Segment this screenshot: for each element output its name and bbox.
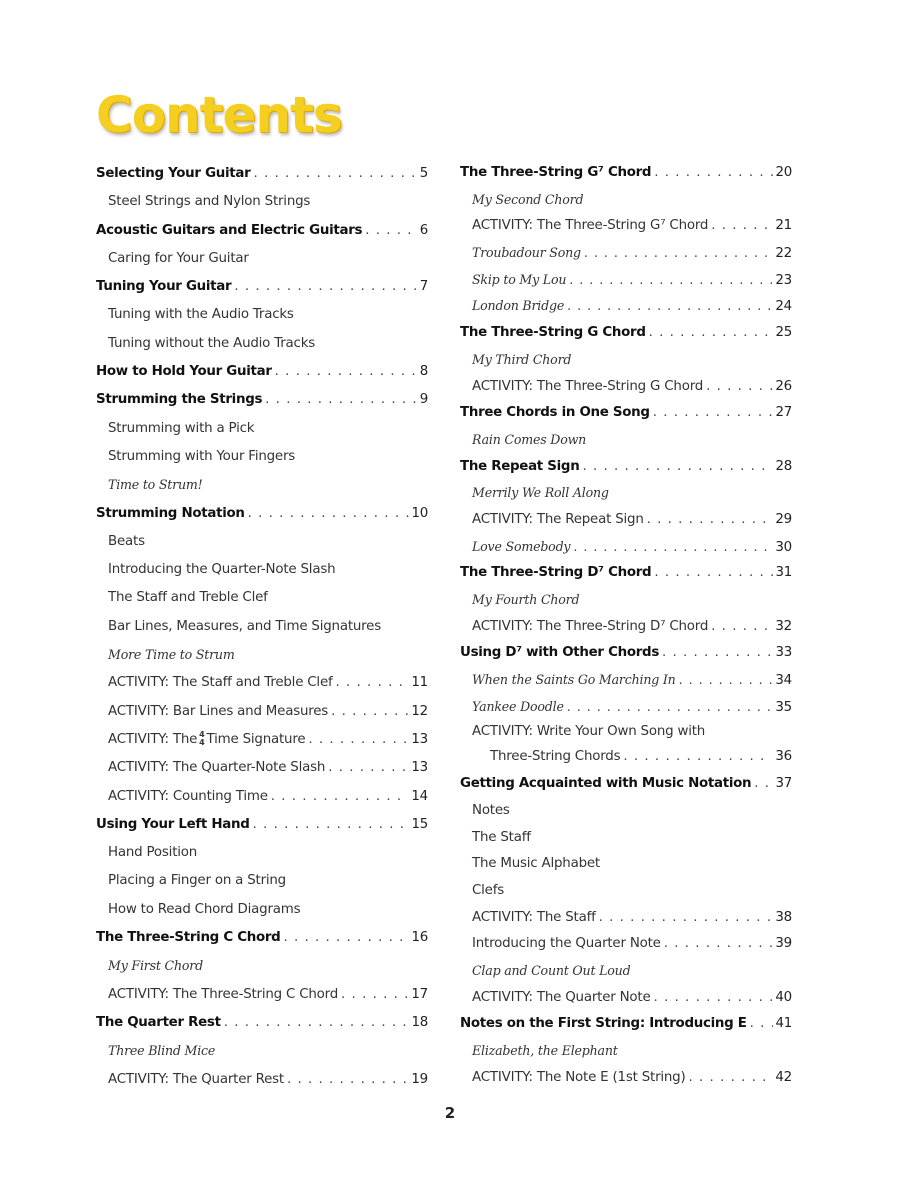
toc-entry [460,985,792,1012]
toc-page-number: 29 [775,511,792,527]
toc-entry [96,443,428,471]
toc-entry [460,720,792,744]
toc-entry-title: Rain Comes Down [472,431,587,447]
toc-entry [460,771,792,798]
toc-page-number: 9 [419,392,428,408]
dot-leader [248,500,409,528]
dot-leader [569,267,772,294]
toc-entry-title: Beats [108,533,145,549]
dot-leader [365,217,417,245]
toc-entry-title: The Staff and Treble Clef [108,590,268,606]
toc-entry-title: Merrily We Roll Along [472,485,609,501]
toc-entry-title: ACTIVITY: The Staff [472,909,596,925]
toc-entry [460,1038,792,1065]
dot-leader [308,726,408,754]
toc-page-number: 15 [411,816,428,832]
dot-leader [336,669,409,697]
toc-entry-title: The Music Alphabet [472,856,600,872]
toc-entry-title: My First Chord [108,958,203,974]
toc-page-number: 33 [775,645,792,661]
dot-leader [275,358,417,386]
toc-page-number: 41 [775,1016,792,1032]
toc-page-number: 25 [775,325,792,341]
toc-entry-title-part: Time Signature [206,731,306,747]
toc-entry [96,924,428,952]
toc-entry-title: ACTIVITY: The Note E (1st String) [472,1069,686,1085]
toc-page-number: 31 [775,565,792,581]
toc-page-number: 20 [775,165,792,180]
toc-entry [96,188,428,216]
dot-leader [653,400,773,427]
toc-page-number: 13 [411,760,428,776]
toc-entry-title: Caring for Your Guitar [108,250,249,266]
toc-entry-title: Three Blind Mice [108,1043,216,1059]
toc-entry [96,1009,428,1037]
toc-entry-title: Three Chords in One Song [460,405,650,421]
dot-leader [224,1009,409,1037]
dot-leader [654,560,772,587]
toc-entry-title: My Fourth Chord [472,592,580,607]
toc-entry-title: ACTIVITY: The Three-String C Chord [108,986,339,1002]
toc-entry [96,896,428,924]
toc-page-number: 27 [775,405,792,421]
dot-leader [567,293,772,320]
toc-entry-title: London Bridge [472,298,565,314]
toc-entry-title: The Quarter Rest [96,1014,221,1030]
toc-entry-title: Selecting Your Guitar [96,166,251,181]
dot-leader [654,985,773,1012]
toc-page-number: 39 [775,936,792,952]
toc-entry-title: Strumming the Strings [96,392,263,408]
toc-page-number: 17 [411,986,428,1002]
toc-entry-title: Tuning without the Audio Tracks [108,335,316,351]
toc-page-number: 24 [775,299,792,315]
toc-entry-title: More Time to Strum [108,647,235,663]
time-signature-top: 4 [199,729,205,739]
toc-entry [96,641,428,669]
toc-page-number: 7 [419,279,428,295]
toc-entry-title: Using D⁷ with Other Chords [460,645,659,661]
dot-leader [623,744,772,771]
toc-entry [460,614,792,641]
toc-entry [96,217,428,245]
dot-leader [664,931,773,958]
toc-entry [460,293,792,320]
toc-entry [460,931,792,958]
toc-entry-title: Notes on the First String: Introducing E [460,1016,747,1032]
toc-entry-title: Tuning with the Audio Tracks [108,307,294,323]
toc-entry [460,160,792,187]
toc-page-number: 18 [411,1014,428,1030]
dot-leader [679,667,773,694]
toc-entry [460,1011,792,1038]
toc-right-column [460,160,792,1091]
time-signature-fraction [199,731,204,747]
toc-entry-title: ACTIVITY: The Staff and Treble Clef [108,675,333,691]
toc-page-number: 22 [775,246,792,262]
toc-page-number: 14 [411,788,428,804]
toc-entry-title: Placing a Finger on a String [108,873,286,889]
toc-entry [460,1065,792,1092]
dot-leader [711,614,772,641]
toc-entry-title: Introducing the Quarter Note [472,936,661,952]
dot-leader [711,213,772,240]
toc-entry [96,273,428,301]
toc-entry-title: ACTIVITY: The Quarter Note [472,989,651,1005]
toc-page-number: 36 [775,749,792,765]
dot-leader [283,924,408,952]
toc-entry [460,878,792,905]
toc-entry [96,726,428,754]
toc-entry-title: ACTIVITY: Write Your Own Song with [472,724,706,740]
dot-leader [599,905,773,932]
toc-entry-title: The Three-String G Chord [460,325,646,341]
toc-entry [460,744,792,771]
toc-entry [460,825,792,852]
toc-entry-title: Bar Lines, Measures, and Time Signatures [108,618,382,634]
toc-entry [460,851,792,878]
toc-entry-title: Strumming with Your Fingers [108,448,296,464]
toc-page-number: 19 [411,1071,428,1087]
page-number: 2 [444,1104,456,1122]
toc-entry [96,358,428,386]
toc-page-number: 10 [411,505,428,521]
toc-entry [460,213,792,240]
time-signature-bottom: 4 [199,737,205,747]
toc-entry [96,160,428,188]
toc-entry-title: ACTIVITY: The Three-String G Chord [472,378,704,394]
toc-page-number: 11 [411,675,428,691]
dot-leader [287,1066,408,1094]
toc-entry [96,556,428,584]
toc-entry-title: The Three-String C Chord [96,930,281,946]
toc-entry-title: Clefs [472,882,504,898]
toc-entry [96,1066,428,1094]
toc-page-number: 26 [775,378,792,394]
toc-entry-title: ACTIVITY: The Repeat Sign [472,511,644,527]
toc-entry [460,400,792,427]
toc-entry-title: ACTIVITY: Counting Time [108,788,268,804]
toc-page-number: 28 [775,458,792,474]
toc-entry-title: Steel Strings and Nylon Strings [108,194,311,210]
toc-page-number: 38 [775,909,792,925]
toc-entry [460,267,792,294]
toc-entry-title: Clap and Count Out Loud [472,962,631,978]
toc-entry [96,245,428,273]
dot-leader [328,754,408,782]
dot-leader [647,507,773,534]
toc-entry [460,587,792,614]
toc-entry-title: ACTIVITY: The Quarter-Note Slash [108,760,326,776]
toc-entry-title: Strumming Notation [96,505,245,521]
toc-entry [96,839,428,867]
toc-page-number: 35 [775,699,792,715]
toc-entry-title: Acoustic Guitars and Electric Guitars [96,222,363,238]
toc-entry [460,958,792,985]
toc-entry [96,471,428,499]
dot-leader [341,981,408,1009]
toc-entry-title: ACTIVITY: The Three-String G⁷ Chord [472,218,709,234]
toc-entry-title: Hand Position [108,845,198,861]
toc-entry [96,330,428,358]
toc-entry [460,534,792,561]
toc-entry [460,347,792,374]
toc-page-number: 42 [775,1069,792,1085]
dot-leader [649,320,773,347]
dot-leader [573,534,772,561]
toc-entry-title: Elizabeth, the Elephant [472,1043,618,1058]
toc-entry-title: The Repeat Sign [460,458,580,474]
toc-entry-title: Three-String Chords [490,749,621,765]
toc-entry [96,867,428,895]
toc-entry [96,584,428,612]
toc-entry-title: Love Somebody [472,538,571,554]
toc-page-number: 16 [411,930,428,946]
toc-entry [460,240,792,267]
toc-entry [96,952,428,980]
page-title: Contents [96,86,342,144]
toc-entry-title [108,726,305,754]
dot-leader [654,160,772,187]
toc-entry [96,301,428,329]
dot-leader [750,1011,773,1038]
dot-leader [689,1065,773,1092]
toc-entry-title: My Third Chord [472,351,572,367]
toc-entry-title: Yankee Doodle [472,698,564,714]
dot-leader [567,694,773,721]
toc-page-number: 37 [775,776,792,792]
toc-left-column [96,160,428,1094]
toc-entry-title: ACTIVITY: The Quarter Rest [108,1071,284,1087]
toc-entry-title: ACTIVITY: The Three-String D⁷ Chord [472,618,709,634]
toc-entry [460,507,792,534]
toc-entry [460,694,792,721]
toc-entry-title: Getting Acquainted with Music Notation [460,776,752,792]
toc-entry-title: The Three-String D⁷ Chord [460,565,652,581]
dot-leader [271,783,409,811]
toc-entry-title: The Staff [472,829,531,845]
toc-entry [96,415,428,443]
toc-page-number: 23 [775,272,792,288]
dot-leader [331,698,408,726]
toc-entry [96,528,428,556]
toc-entry [460,187,792,214]
toc-page-number: 21 [775,218,792,234]
toc-entry [96,811,428,839]
toc-entry-title: The Three-String G⁷ Chord [460,165,652,180]
toc-entry [460,427,792,454]
dot-leader [662,640,773,667]
toc-entry-title: Using Your Left Hand [96,816,250,832]
toc-entry [460,905,792,932]
toc-page-number: 30 [775,539,792,555]
toc-page-number: 8 [419,364,428,380]
toc-entry [460,454,792,481]
toc-entry-title: How to Hold Your Guitar [96,364,272,380]
toc-entry [96,1037,428,1065]
toc-page-number: 6 [419,222,428,238]
toc-entry [96,669,428,697]
toc-entry [460,320,792,347]
toc-entry [96,754,428,782]
toc-entry-title: Tuning Your Guitar [96,279,232,295]
toc-entry [96,981,428,1009]
dot-leader [253,811,409,839]
toc-entry-title: Notes [472,802,510,818]
toc-entry-title: How to Read Chord Diagrams [108,901,301,917]
dot-leader [706,374,772,401]
toc-entry [460,640,792,667]
toc-entry-title: Troubadour Song [472,245,581,261]
dot-leader [234,273,416,301]
toc-entry-title: ACTIVITY: Bar Lines and Measures [108,703,329,719]
toc-entry-title: Time to Strum! [108,477,203,493]
dot-leader [754,771,772,798]
toc-page-number: 5 [419,166,428,181]
toc-entry-title: When the Saints Go Marching In [472,672,676,688]
toc-entry [460,480,792,507]
toc-page-number: 13 [411,731,428,747]
toc-page-number: 32 [775,618,792,634]
toc-entry [460,798,792,825]
toc-page-number: 34 [775,673,792,689]
toc-entry [96,783,428,811]
dot-leader [582,454,772,481]
toc-entry-title: Strumming with a Pick [108,420,255,436]
toc-entry [460,560,792,587]
toc-entry [460,667,792,694]
dot-leader [584,240,773,267]
toc-entry [96,500,428,528]
toc-entry-title: Introducing the Quarter-Note Slash [108,562,336,578]
dot-leader [265,386,417,414]
toc-page-number: 12 [411,703,428,719]
toc-entry [96,386,428,414]
toc-entry [460,374,792,401]
toc-page-number: 40 [775,989,792,1005]
toc-entry-title-part: ACTIVITY: The [108,731,198,747]
toc-entry [96,698,428,726]
toc-entry [96,613,428,641]
toc-entry-title: Skip to My Lou [472,271,567,287]
dot-leader [253,160,416,188]
toc-entry-title: My Second Chord [472,191,584,207]
